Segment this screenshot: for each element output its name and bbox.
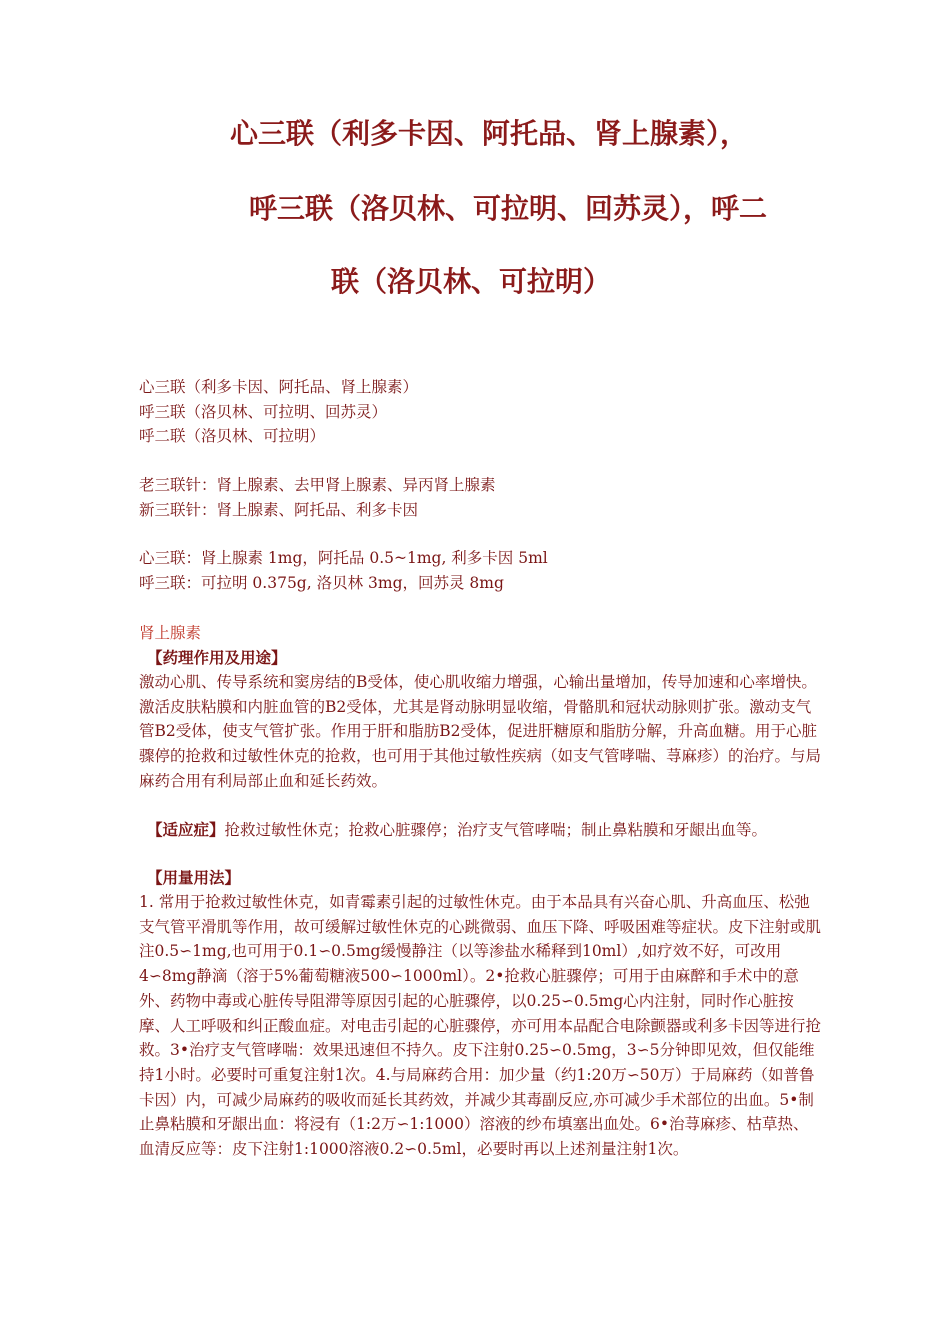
needle-list — [139, 473, 821, 522]
resp-three-combo: 呼三联（洛贝林、可拉明、回苏灵） — [139, 402, 388, 421]
drug-heading — [139, 621, 821, 646]
pharmacology-heading — [147, 646, 829, 671]
new-three-needle: 新三联针：肾上腺素、阿托品、利多卡因 — [139, 500, 419, 519]
usage-heading-text: 【用量用法】 — [147, 868, 241, 887]
page-title-line-3: 联（洛贝林、可拉明） — [331, 265, 612, 298]
indications-label: 【适应症】 — [147, 820, 225, 839]
heart-three-dose: 心三联：肾上腺素 1mg，阿托品 0.5~1mg, 利多卡因 5ml — [139, 549, 548, 567]
usage-paragraph — [139, 890, 821, 1162]
resp-three-dose: 呼三联：可拉明 0.375g, 洛贝林 3mg，回苏灵 8mg — [139, 573, 504, 592]
dose-list — [139, 546, 821, 595]
pharmacology-text: 激动心肌、传导系统和窦房结的Β受体，使心肌收缩力增强，心输出量增加，传导加速和心率增快。激活皮肤粘膜和内脏血管的Β2受体，尤其是肾动脉明显收缩，骨骼肌和冠状动脉则扩张。激动支气管Β2受体，使支气管扩张。作用于肝和脂肪Β2受体，促进肝糖原和脂肪分解，升高血糖。用于心脏骤停的抢救和过敏性休克的抢救，也可用于其他过敏性疾病（如支气管哮喘、荨麻疹）的治疗。与局麻药合用有利局部止血和延长药效。 — [139, 673, 822, 790]
pharmacology-heading-text: 【药理作用及用途】 — [147, 648, 287, 667]
old-three-needle: 老三联针：肾上腺素、去甲肾上腺素、异丙肾上腺素 — [139, 476, 496, 494]
page-title-line-2: 呼三联（洛贝林、可拉明、回苏灵），呼二 — [249, 192, 768, 225]
indications-line — [147, 818, 829, 843]
indications-text: 抢救过敏性休克；抢救心脏骤停；治疗支气管哮喘；制止鼻粘膜和牙龈出血等。 — [224, 821, 768, 839]
drug-name: 肾上腺素 — [139, 624, 202, 642]
heart-three-combo: 心三联（利多卡因、阿托品、肾上腺素） — [139, 378, 419, 396]
usage-heading — [147, 866, 829, 891]
pharmacology-paragraph — [139, 670, 821, 794]
resp-two-combo: 呼二联（洛贝林、可拉明） — [139, 427, 326, 446]
combination-list — [139, 375, 821, 449]
page-title-line-1: 心三联（利多卡因、阿托品、肾上腺素）， — [230, 117, 749, 150]
usage-text: 1. 常用于抢救过敏性休克，如青霉素引起的过敏性休克。由于本品具有兴奋心肌、升高血压、松弛支气管平滑肌等作用，故可缓解过敏性休克的心跳微弱、血压下降、呼吸困难等症状。皮下注射或肌注0.5∽1mg,也可用于0.1∽0.5mg缓慢静注（以等渗盐水稀释到10ml）,如疗效不好，可改用4∽8mg静滴（溶于5%葡萄糖液500∽1000ml）。2•抢救心脏骤停；可用于由麻醉和手术中的意外、药物中毒或心脏传导阻滞等原因引起的心脏骤停，以0.25∽0.5mg心内注射，同时作心脏按摩、人工呼吸和纠正酸血症。对电击引起的心脏骤停，亦可用本品配合电除颤器或利多卡因等进行抢救。3•治疗支气管哮喘：效果迅速但不持久。皮下注射0.25∽0.5mg，3∽5分钟即见效，但仅能维持1小时。必要时可重复注射1次。4.与局麻药合用：加少量（约1:20万∽50万）于局麻药（如普鲁卡因）内，可减少局麻药的吸收而延长其药效，并减少其毒副反应,亦可减少手术部位的出血。5•制止鼻粘膜和牙龈出血：将浸有（1:2万∽1:1000）溶液的纱布填塞出血处。6•治荨麻疹、枯草热、血清反应等：皮下注射1:1000溶液0.2∽0.5ml，必要时再以上述剂量注射1次。 — [139, 893, 822, 1159]
